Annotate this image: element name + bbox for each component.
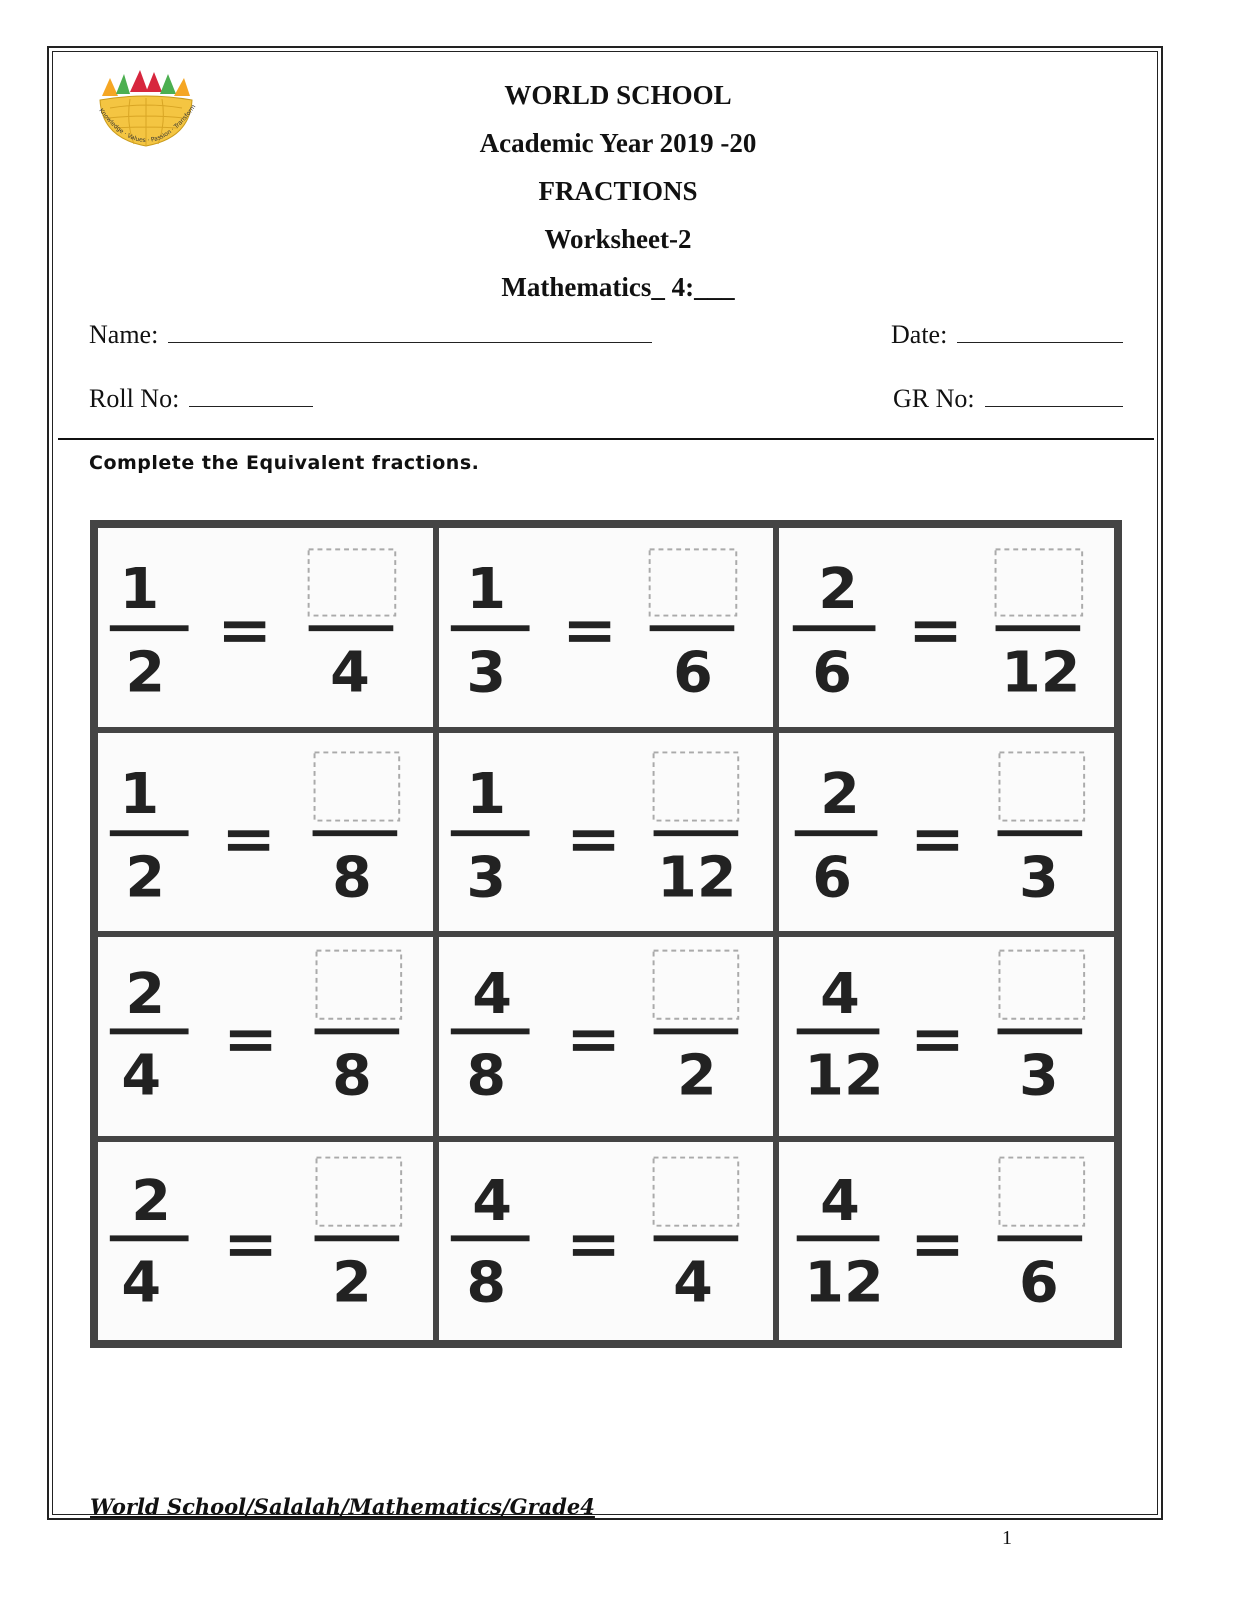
equals-sign-bottom bbox=[573, 843, 614, 850]
footer-text: World School/Salalah/Mathematics/Grade4 bbox=[90, 1494, 595, 1519]
fraction-grid bbox=[90, 520, 1122, 1348]
left-denominator: 3 bbox=[466, 844, 506, 910]
left-fraction-bar bbox=[797, 1235, 880, 1241]
right-denominator: 3 bbox=[1019, 1042, 1060, 1109]
right-denominator: 12 bbox=[1001, 639, 1081, 706]
left-fraction-bar bbox=[797, 1028, 880, 1034]
equals-sign-bottom bbox=[917, 843, 958, 850]
left-fraction-bar bbox=[110, 830, 189, 836]
answer-box[interactable] bbox=[653, 1157, 738, 1225]
right-fraction-bar bbox=[649, 625, 734, 631]
equals-sign-bottom bbox=[917, 1044, 958, 1051]
answer-box[interactable] bbox=[309, 549, 396, 615]
left-numerator: 4 bbox=[820, 1167, 861, 1234]
equals-sign-top bbox=[917, 830, 958, 837]
answer-box[interactable] bbox=[317, 1157, 402, 1225]
left-fraction-bar bbox=[793, 625, 876, 631]
right-fraction-bar bbox=[315, 1028, 400, 1034]
header-divider bbox=[58, 438, 1154, 440]
right-denominator: 2 bbox=[332, 1249, 372, 1315]
equals-sign-bottom bbox=[573, 1044, 614, 1051]
equals-sign-top bbox=[917, 1235, 958, 1242]
school-name: WORLD SCHOOL bbox=[504, 80, 732, 110]
left-fraction-bar bbox=[110, 1028, 189, 1034]
left-denominator: 6 bbox=[812, 844, 853, 910]
right-denominator: 3 bbox=[1019, 844, 1060, 910]
equals-sign-bottom bbox=[917, 1249, 958, 1256]
problem-cell bbox=[776, 525, 1117, 730]
name-label: Name: bbox=[89, 320, 159, 349]
answer-box[interactable] bbox=[653, 951, 738, 1019]
worksheet-title: Worksheet-2 bbox=[544, 224, 692, 254]
problem-cell bbox=[776, 1139, 1117, 1344]
right-fraction-bar bbox=[309, 625, 394, 631]
name-input-line[interactable] bbox=[168, 320, 652, 343]
problem-cell bbox=[436, 934, 777, 1139]
left-denominator: 2 bbox=[125, 844, 166, 910]
left-denominator: 4 bbox=[121, 1249, 162, 1315]
left-numerator: 4 bbox=[820, 961, 861, 1027]
left-denominator: 3 bbox=[466, 639, 506, 706]
instruction-text: Complete the Equivalent fractions. bbox=[89, 452, 480, 474]
right-denominator: 6 bbox=[672, 639, 713, 706]
left-fraction-bar bbox=[450, 625, 529, 631]
equals-sign-top bbox=[230, 1030, 271, 1037]
gr-input-line[interactable] bbox=[985, 384, 1123, 407]
problem-cell bbox=[95, 730, 436, 935]
left-fraction-bar bbox=[450, 1028, 529, 1034]
page-number: 1 bbox=[1002, 1527, 1012, 1549]
equals-sign-bottom bbox=[230, 1249, 271, 1256]
right-denominator: 6 bbox=[1019, 1249, 1060, 1315]
equals-sign-bottom bbox=[230, 1044, 271, 1051]
problem-cell bbox=[95, 934, 436, 1139]
topic-title: FRACTIONS bbox=[538, 176, 698, 206]
left-denominator: 2 bbox=[125, 639, 166, 706]
right-fraction-bar bbox=[315, 1235, 400, 1241]
left-numerator: 2 bbox=[820, 760, 861, 827]
left-numerator: 4 bbox=[471, 1167, 512, 1234]
gr-label: GR No: bbox=[893, 384, 975, 413]
name-field bbox=[89, 320, 652, 350]
academic-year: Academic Year 2019 -20 bbox=[479, 128, 757, 158]
left-numerator: 1 bbox=[119, 556, 160, 622]
right-denominator: 4 bbox=[672, 1249, 713, 1315]
equals-sign-top bbox=[573, 830, 614, 837]
equals-sign-top bbox=[228, 830, 269, 837]
left-fraction-bar bbox=[110, 625, 189, 631]
answer-box[interactable] bbox=[1000, 752, 1085, 820]
equals-sign-top bbox=[224, 621, 265, 628]
left-denominator: 8 bbox=[466, 1042, 506, 1109]
gr-field bbox=[893, 384, 1123, 414]
answer-box[interactable] bbox=[317, 951, 402, 1019]
roll-label: Roll No: bbox=[89, 384, 180, 413]
problem-cell bbox=[436, 1139, 777, 1344]
left-numerator: 2 bbox=[125, 961, 166, 1027]
right-fraction-bar bbox=[653, 1028, 738, 1034]
equals-sign-top bbox=[573, 1030, 614, 1037]
right-fraction-bar bbox=[998, 1028, 1083, 1034]
right-fraction-bar bbox=[998, 830, 1083, 836]
problem-cell bbox=[436, 525, 777, 730]
right-fraction-bar bbox=[996, 625, 1081, 631]
left-fraction-bar bbox=[110, 1235, 189, 1241]
equals-sign-top bbox=[917, 1030, 958, 1037]
left-fraction-bar bbox=[795, 830, 878, 836]
right-fraction-bar bbox=[653, 830, 738, 836]
left-denominator: 12 bbox=[804, 1042, 885, 1109]
equals-sign-top bbox=[230, 1235, 271, 1242]
left-numerator: 1 bbox=[119, 760, 160, 827]
right-fraction-bar bbox=[653, 1235, 738, 1241]
equals-sign-bottom bbox=[915, 635, 956, 642]
right-denominator: 8 bbox=[332, 844, 372, 910]
answer-box[interactable] bbox=[653, 752, 738, 820]
answer-box[interactable] bbox=[996, 549, 1083, 615]
problem-cell bbox=[776, 934, 1117, 1139]
roll-field bbox=[89, 384, 313, 414]
answer-box[interactable] bbox=[649, 549, 736, 615]
left-numerator: 2 bbox=[131, 1167, 172, 1234]
equals-sign-top bbox=[569, 621, 610, 628]
equals-sign-bottom bbox=[573, 1249, 614, 1256]
logo-motto: Knowledge · Values · Passion · Transform bbox=[97, 103, 198, 145]
answer-box[interactable] bbox=[1000, 1157, 1085, 1225]
problem-cell bbox=[95, 1139, 436, 1344]
left-denominator: 12 bbox=[804, 1249, 885, 1315]
left-denominator: 4 bbox=[121, 1042, 162, 1109]
equals-sign-top bbox=[573, 1235, 614, 1242]
left-fraction-bar bbox=[450, 830, 529, 836]
right-fraction-bar bbox=[998, 1235, 1083, 1241]
equals-sign-bottom bbox=[569, 635, 610, 642]
subject-line: Mathematics_ 4:___ bbox=[501, 272, 735, 302]
right-fraction-bar bbox=[313, 830, 398, 836]
roll-input-line[interactable] bbox=[189, 384, 313, 407]
right-denominator: 4 bbox=[330, 639, 370, 706]
left-numerator: 2 bbox=[818, 556, 859, 622]
date-label: Date: bbox=[891, 320, 948, 349]
answer-box[interactable] bbox=[1000, 951, 1085, 1019]
left-denominator: 6 bbox=[812, 639, 853, 706]
left-fraction-bar bbox=[450, 1235, 529, 1241]
problem-cell bbox=[776, 730, 1117, 935]
date-field bbox=[891, 320, 1123, 350]
left-numerator: 4 bbox=[471, 961, 512, 1027]
problem-cell bbox=[95, 525, 436, 730]
right-denominator: 12 bbox=[656, 844, 737, 910]
date-input-line[interactable] bbox=[957, 320, 1123, 343]
equals-sign-bottom bbox=[228, 843, 269, 850]
right-denominator: 8 bbox=[332, 1042, 372, 1109]
answer-box[interactable] bbox=[315, 752, 400, 820]
equals-sign-bottom bbox=[224, 635, 265, 642]
left-numerator: 1 bbox=[466, 556, 506, 622]
left-numerator: 1 bbox=[466, 760, 506, 827]
left-denominator: 8 bbox=[466, 1249, 506, 1315]
right-denominator: 2 bbox=[676, 1042, 717, 1109]
equals-sign-top bbox=[915, 621, 956, 628]
problem-cell bbox=[436, 730, 777, 935]
